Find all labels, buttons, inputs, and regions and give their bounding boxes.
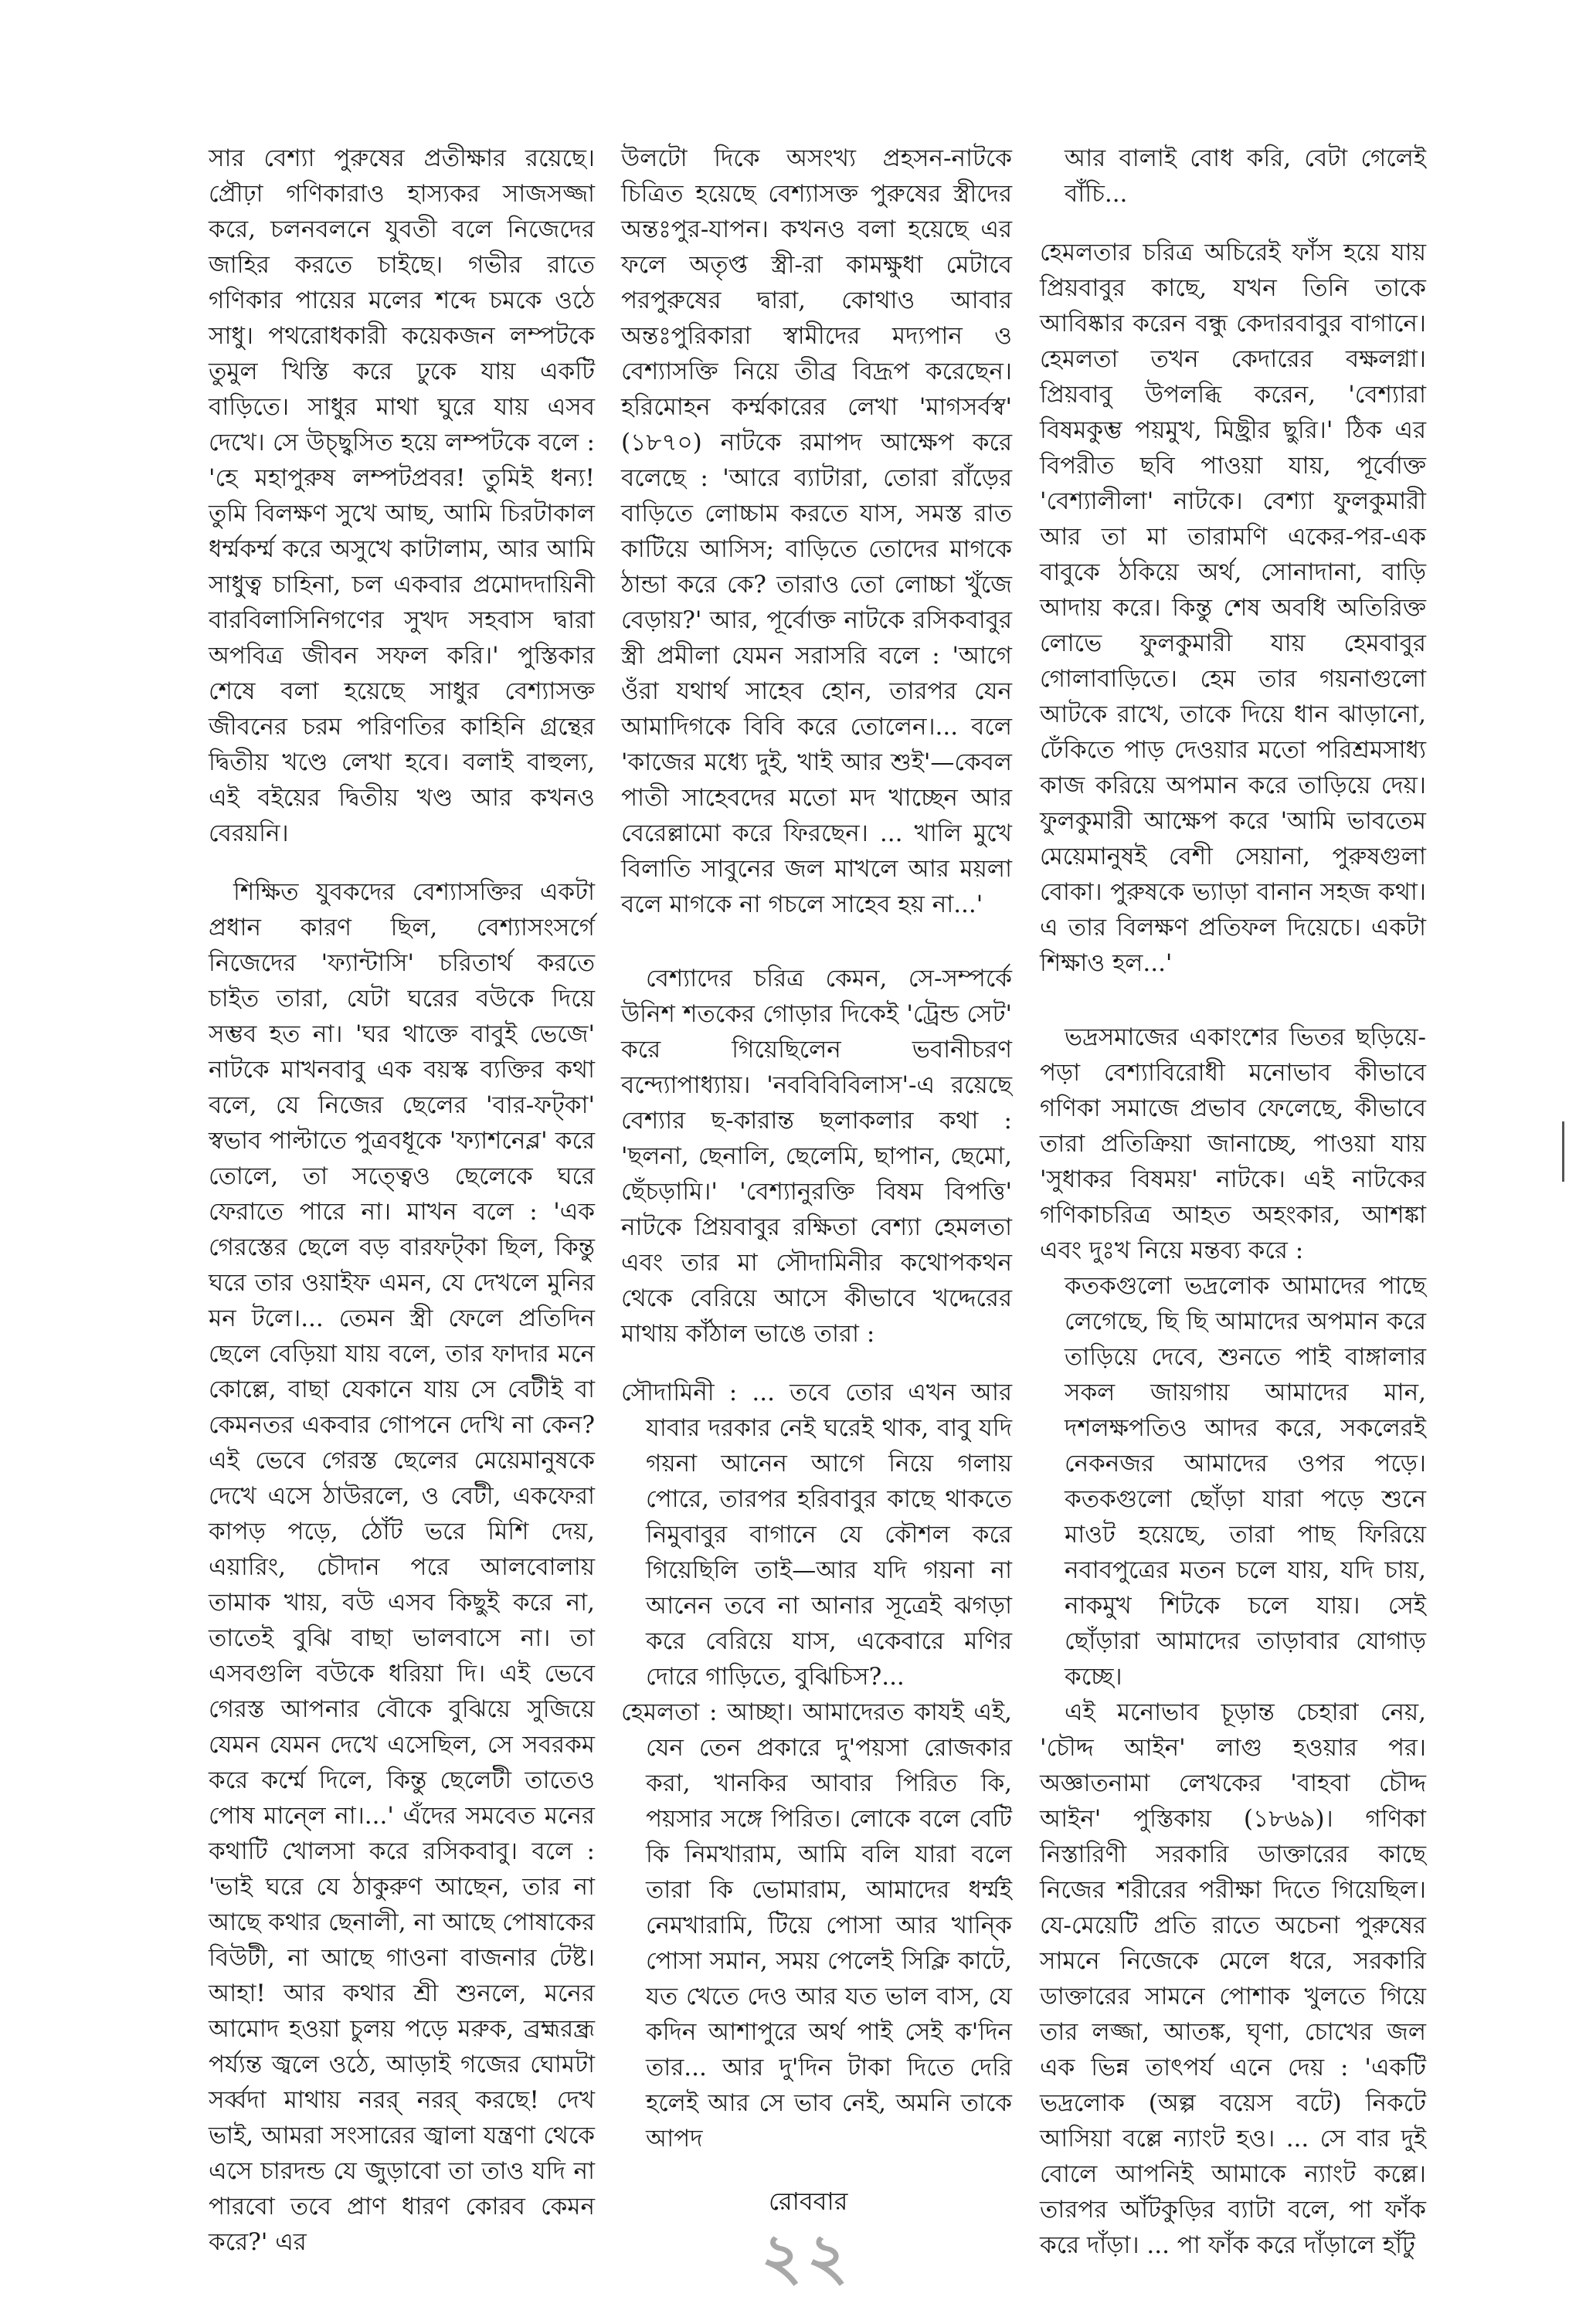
paragraph: শিক্ষিত যুবকদের বেশ্যাসক্তির একটা প্রধান কারণ ছিল, বেশ্যাসংসর্গে নিজেদের 'ফ্যান্টাসি' চরিতার্থ করতে চাইত তারা, যেটা ঘরের বউকে দিয়ে সম্ভব হত না। 'ঘর থাক্তে বাবুই ভেজে' নাটকে মাখনবাবু এক বয়স্ক ব্যক্তির কথা বলে, যে নিজের ছেলের 'বার-ফট্কা' স্বভাব পাল্টাতে পুত্রবধূকে 'ফ্যাশনেব্ল' করে তোলে, তা সত্ত্বেও ছেলেকে ঘরে ফেরাতে পারে না। মাখন বলে : 'এক গেরস্তের ছেলে বড় বারফট্কা ছিল, কিন্তু ঘরে তার ওয়াইফ এমন, যে দেখলে মুনির মন টলে।... তেমন স্ত্রী ফেলে প্রতিদিন ছেলে বেড়িয়া যায় বলে, তার ফাদার মনে কোল্লে, বাছা যেকানে যায় সে বেটীই বা কেমনতর একবার গোপনে দেখি না কেন? এই ভেবে গেরস্ত ছেলের মেয়েমানুষকে দেখে এসে ঠাউরলে, ও বেটী, একফেরা কাপড় পড়ে, ঠোঁট ভরে মিশি দেয়, এয়ারিং, চৌদান পরে আলবোলায় তামাক খায়, বউ এসব কিছুই করে না, তাতেই বুঝি বাছা ভালবাসে না। তা এসবগুলি বউকে ধরিয়া দি। এই ভেবে গেরস্ত আপনার বৌকে বুঝিয়ে সুজিয়ে যেমন যেমন দেখে এসেছিল, সে সবরকম করে কর্ম্মে দিলে, কিন্তু ছেলেটী তাতেও পোষ মান্লে না।...' এঁদের সমবেত মনের কথাটি খোলসা করে রসিকবাবু। বলে : 'ভাই ঘরে যে ঠাকুরুণ আছেন, তার না আছে কথার ছেনালী, না আছে পোষাকের বিউটী, না আছে গাওনা বাজনার টেষ্ট। আহা! আর কথার শ্রী শুনলে, মনের আমোদ হওয়া চুলয় পড়ে মরুক, ব্রহ্মরন্ধ্র পর্য্যন্ত জ্বলে ওঠে, আড়াই গজের ঘোমটা সর্ব্বদা মাথায় নরর্ নরর্ করছে! দেখ ভাই, আমরা সংসারের জ্বালা যন্ত্রণা থেকে এসে চারদন্ড যে জুড়াবো তা তাও যদি না পারবো তবে প্রাণ ধারণ কোরব কেমন করে?' এর bbox=[209, 878, 595, 2256]
paragraph: উলটো দিকে অসংখ্য প্রহসন-নাটকে চিত্রিত হয়েছে বেশ্যাসক্ত পুরুষের স্ত্রীদের অন্তঃপুর-যাপন। কখনও বলা হয়েছে এর ফলে অতৃপ্ত স্ত্রী-রা কামক্ষুধা মেটাবে পরপুরুষের দ্বারা, কোথাও আবার অন্তঃপুরিকারা স্বামীদের মদ্যপান ও বেশ্যাসক্তি নিয়ে তীব্র বিদ্রূপ করেছেন। হরিমোহন কর্ম্মকারের লেখা 'মাগসর্বস্ব' (১৮৭০) নাটকে রমাপদ আক্ষেপ করে বলেছে : 'আরে ব্যাটারা, তোরা রাঁড়ের বাড়িতে লোচ্চাম করতে যাস, সমস্ত রাত কাটিয়ে আসিস; বাড়িতে তোদের মাগকে ঠান্ডা করে কে? তারাও তো লোচ্চা খুঁজে বেড়ায়?' আর, পূর্বোক্ত নাটকে রসিকবাবুর স্ত্রী প্রমীলা যেমন সরাসরি বলে : 'আগে ওঁরা যথার্থ সাহেব হোন, তারপর যেন আমাদিগকে বিবি করে তোলেন।... বলে 'কাজের মধ্যে দুই, খাই আর শুই'—কেবল পাতী সাহেবদের মতো মদ খাচ্ছেন আর বেরেল্লামো করে ফিরছেন। ... খালি মুখে বিলাতি সাবুনের জল মাখলে আর ময়লা বলে মাগকে না গচলে সাহেব হয় না...' bbox=[621, 144, 1012, 918]
quote-continuation: আর বালাই বোধ করি, বেটা গেলেই বাঁচি... bbox=[1065, 144, 1426, 208]
column-3 bbox=[1040, 141, 1426, 2263]
dialogue-saudamini: সৌদামিনী : ... তবে তোর এখন আর যাবার দরকার নেই ঘরেই থাক, বাবু যদি গয়না আনেন আগে নিয়ে গলায় পোরে, তারপর হরিবাবুর কাছে থাকতে নিমুবাবুর বাগানে যে কৌশল করে গিয়েছিলি তাই—আর যদি গয়না না আনেন তবে না আনার সূত্রেই ঝগড়া করে বেরিয়ে যাস, একেবারে মণির দোরে গাড়িতে, বুঝিচিস?... bbox=[621, 1379, 1012, 1691]
paragraph: বেশ্যাদের চরিত্র কেমন, সে-সম্পর্কে উনিশ শতকের গোড়ার দিকেই 'ট্রেন্ড সেট' করে গিয়েছিলেন ভবানীচরণ বন্দ্যোপাধ্যায়। 'নববিবিবিলাস'-এ রয়েছে বেশ্যার ছ-কারান্ত ছলাকলার কথা : 'ছলনা, ছেনালি, ছেলেমি, ছাপান, ছেমো, ছেঁচড়ামি।' 'বেশ্যানুরক্তি বিষম বিপত্তি' নাটকে প্রিয়বাবুর রক্ষিতা বেশ্যা হেমলতা এবং তার মা সৌদামিনীর কথোপকথন থেকে বেরিয়ে আসে কীভাবে খদ্দেরের মাথায় কাঁঠাল ভাঙে তারা : bbox=[621, 965, 1012, 1348]
paragraph: হেমলতার চরিত্র অচিরেই ফাঁস হয়ে যায় প্রিয়বাবুর কাছে, যখন তিনি তাকে আবিষ্কার করেন বন্ধু কেদারবাবুর বাগানে। হেমলতা তখন কেদারের বক্ষলগ্না। প্রিয়বাবু উপলব্ধি করেন, 'বেশ্যারা বিষমকুম্ভ পয়মুখ, মিছ্রীর ছুরি।' ঠিক এর বিপরীত ছবি পাওয়া যায়, পূর্বোক্ত 'বেশ্যালীলা' নাটকে। বেশ্যা ফুলকুমারী আর তা মা তারামণি একের-পর-এক বাবুকে ঠকিয়ে অর্থ, সোনাদানা, বাড়ি আদায় করে। কিন্তু শেষ অবধি অতিরিক্ত লোভে ফুলকুমারী যায় হেমবাবুর গোলাবাড়িতে। হেম তার গয়নাগুলো আটকে রাখে, তাকে দিয়ে ধান ঝাড়ানো, ঢেঁকিতে পাড় দেওয়ার মতো পরিশ্রমসাধ্য কাজ করিয়ে অপমান করে তাড়িয়ে দেয়। ফুলকুমারী আক্ষেপ করে 'আমি ভাবতেম মেয়েমানুষই বেশী সেয়ানা, পুরুষগুলা বোকা। পুরুষকে ভ্যাড়া বানান সহজ কথা। এ তার বিলক্ষণ প্রতিফল দিয়েচে। একটা শিক্ষাও হল...' bbox=[1040, 239, 1426, 977]
column-2 bbox=[621, 141, 1012, 2156]
paragraph: সার বেশ্যা পুরুষের প্রতীক্ষার রয়েছে। প্রৌঢ়া গণিকারাও হাস্যকর সাজসজ্জা করে, চলনবলনে যুবতী বলে নিজেদের জাহির করতে চাইছে। গভীর রাতে গণিকার পায়ের মলের শব্দে চমকে ওঠে সাধু। পথরোধকারী কয়েকজন লম্পটকে তুমুল খিস্তি করে ঢুকে যায় একটি বাড়িতে। সাধুর মাথা ঘুরে যায় এসব দেখে। সে উচ্ছ্বসিত হয়ে লম্পটকে বলে : 'হে মহাপুরুষ লম্পটপ্রবর! তুমিই ধন্য! তুমি বিলক্ষণ সুখে আছ, আমি চিরটাকাল ধর্ম্মকর্ম্ম করে অসুখে কাটালাম, আর আমি সাধুত্ব চাহিনা, চল একবার প্রমোদদায়িনী বারবিলাসিনিগণের সুখদ সহবাস দ্বারা অপবিত্র জীবন সফল করি।' পুস্তিকার শেষে বলা হয়েছে সাধুর বেশ্যাসক্ত জীবনের চরম পরিণতির কাহিনি গ্রন্থের দ্বিতীয় খণ্ডে লেখা হবে। বলাই বাহুল্য, এই বইয়ের দ্বিতীয় খণ্ড আর কখনও বেরয়নি। bbox=[209, 144, 595, 847]
column-1 bbox=[209, 141, 595, 2260]
page-number: ২২ bbox=[761, 2220, 853, 2294]
block-quote: কতকগুলো ভদ্রলোক আমাদের পাছে লেগেছে, ছি ছি আমাদের অপমান করে তাড়িয়ে দেবে, শুনতে পাই বাঙ্গালার সকল জায়গায় আমাদের মান, দশলক্ষপতিও আদর করে, সকলেরই নেকনজর আমাদের ওপর পড়ে। কতকগুলো ছোঁড়া যারা পড়ে শুনে মাওট হয়েছে, তারা পাছ ফিরিয়ে নবাবপুত্রের মতন চলে যায়, যদি চায়, নাকমুখ শিটকে চলে যায়। সেই ছোঁড়ারা আমাদের তাড়াবার যোগাড় কচ্ছে। bbox=[1065, 1272, 1426, 1691]
dialogue-hemlata: হেমলতা : আচ্ছা। আমাদেরত কাযই এই, যেন তেন প্রকারে দু'পয়সা রোজকার করা, খানকির আবার পিরিত কি, পয়সার সঙ্গে পিরিত। লোকে বলে বেটি কি নিমখারাম, আমি বলি যারা বলে তারা কি ভোমারাম, আমাদের ধর্ম্মই নেমখারামি, টিয়ে পোসা আর খান্কি পোসা সমান, সময় পেলেই সিক্লি কাটে, যত খেতে দেও আর যত ভাল বাস, যে কদিন আশাপুরে অর্থ পাই সেই ক'দিন তার... আর দু'দিন টাকা দিতে দেরি হলেই আর সে ভাব নেই, অমনি তাকে আপদ bbox=[621, 1698, 1012, 2153]
paragraph: এই মনোভাব চূড়ান্ত চেহারা নেয়, 'চৌদ্দ আইন' লাগু হওয়ার পর। অজ্ঞাতনামা লেখকের 'বাহবা চৌদ্দ আইন' পুস্তিকায় (১৮৬৯)। গণিকা নিস্তারিণী সরকারি ডাক্তারের কাছে নিজের শরীরের পরীক্ষা দিতে গিয়েছিল। যে-মেয়েটি প্রতি রাতে অচেনা পুরুষের সামনে নিজেকে মেলে ধরে, সরকারি ডাক্তারের সামনে পোশাক খুলতে গিয়ে তার লজ্জা, আতঙ্ক, ঘৃণা, চোখের জল এক ভিন্ন তাৎপর্য এনে দেয় : 'একটি ভদ্রলোক (অল্প বয়েস বটে) নিকটে আসিয়া বল্লে ন্যাংট হও। ... সে বার দুই বোলে আপনিই আমাকে ন্যাংট কল্লে। তারপর আঁটকুড়ির ব্যাটা বলে, পা ফাঁক করে দাঁড়া। ... পা ফাঁক করে দাঁড়ালে হাঁটু bbox=[1040, 1698, 1426, 2259]
magazine-name: রোববার bbox=[769, 2187, 848, 2216]
edge-mark bbox=[1562, 1121, 1564, 1182]
paragraph: ভদ্রসমাজের একাংশের ভিতর ছড়িয়ে-পড়া বেশ্যাবিরোধী মনোভাব কীভাবে গণিকা সমাজে প্রভাব ফেলেছে, কীভাবে তারা প্রতিক্রিয়া জানাচ্ছে, পাওয়া যায় 'সুধাকর বিষময়' নাটকে। এই নাটকের গণিকাচরিত্র আহত অহংকার, আশঙ্কা এবং দুঃখ নিয়ে মন্তব্য করে : bbox=[1040, 1023, 1426, 1264]
